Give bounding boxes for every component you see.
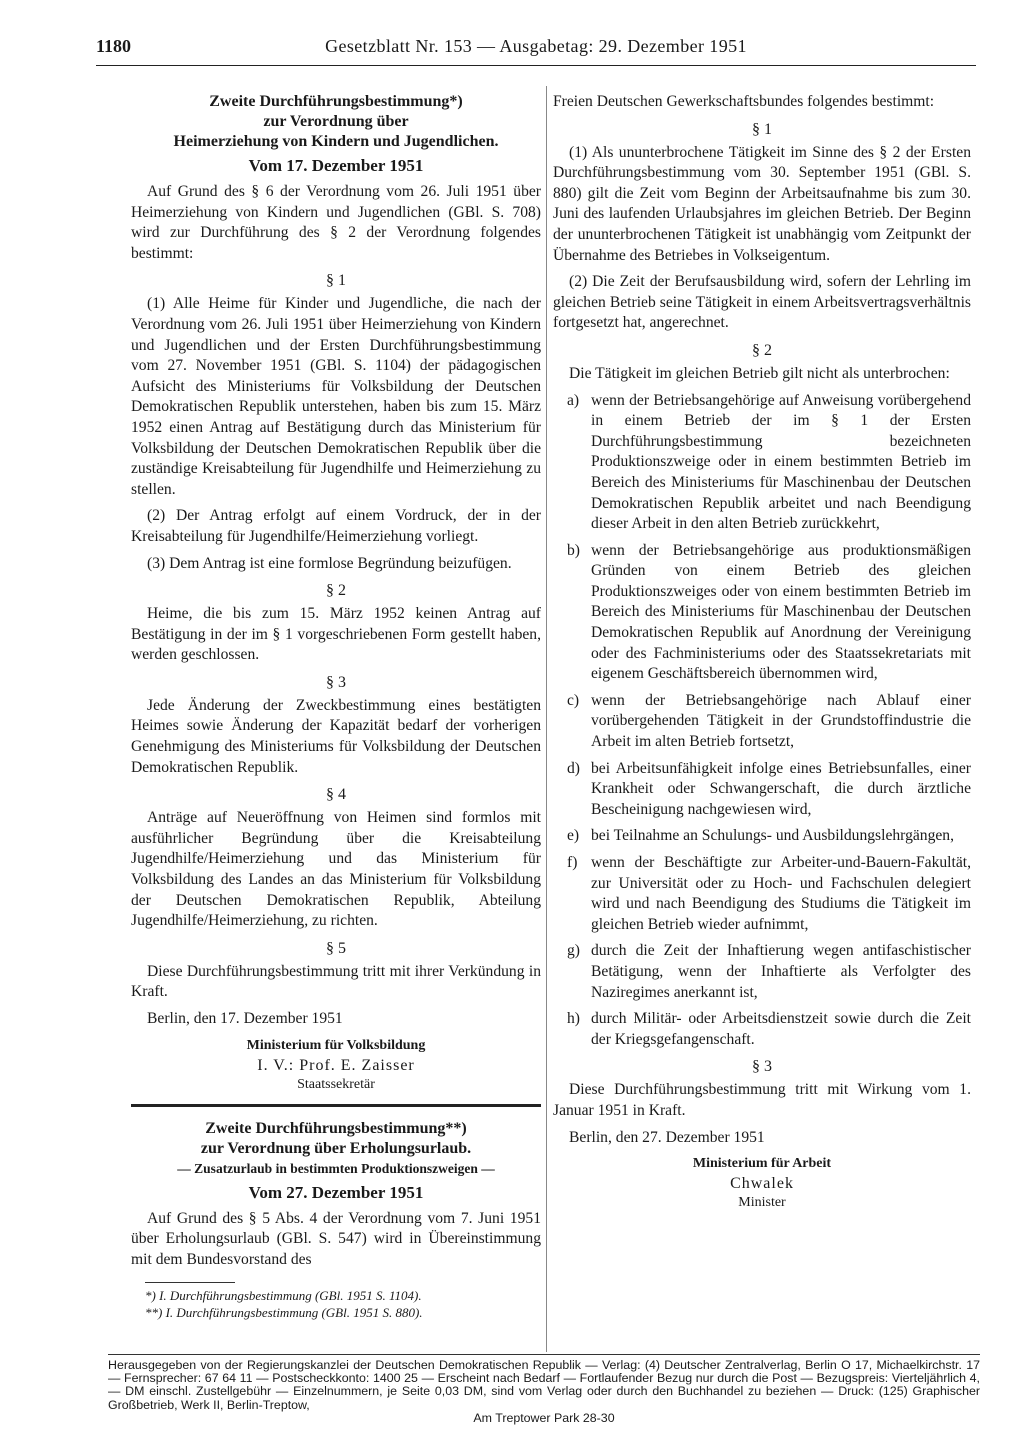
list-text: wenn der Betriebsangehörige auf Anweisung vorübergehend in einem Betrieb der im § 1 der Ersten Durchführungsbestimmung bezeichneten Produktionszweige oder in einem bestimmten Betrieb im Bereich des Ministeriums für Maschinenbau der Deutschen Demokratischen Republik arbeitet und nach Beendigung dieser Arbeit in den alten Betrieb zurückkehrt, <box>591 391 971 533</box>
list-label: h) <box>567 1010 580 1028</box>
doc2-section-heading: § 1 <box>752 120 772 138</box>
list-label: d) <box>567 759 580 777</box>
list-text: wenn der Betriebsangehörige nach Ablauf einer vorübergehenden Tätigkeit in der Grundstoffindustrie die Arbeit im alten Betrieb fortsetzt, <box>591 691 971 751</box>
doc1-signature-org: Ministerium für Volksbildung <box>246 1037 426 1053</box>
list-item <box>553 691 971 753</box>
doc1-s1-p1: (1) Alle Heime für Kinder und Jugendliche, die nach der Verordnung vom 26. Juli 1951 über Heimerziehung von Kindern und Jugendlichen und der Ersten Durchführungsbestimmung vom 27. November 1951 (GBl. S. 1104) der pädagogischen Aufsicht des Ministeriums für Volksbildung der Deutschen Demokratischen Republik unterstehen, haben bis zum 15. März 1952 einen Antrag auf Bestätigung durch das Ministerium für Volksbildung der Deutschen Demokratischen Republik über die zuständige Kreisabteilung für Jugendhilfe und Heimerziehung zu stellen. <box>131 295 541 498</box>
list-item <box>553 1009 971 1050</box>
list-text: bei Teilnahme an Schulungs- und Ausbildungslehrgängen, <box>591 827 955 845</box>
list-item <box>553 826 971 847</box>
doc1-section-heading: § 4 <box>326 786 346 804</box>
header-rule <box>96 65 976 66</box>
doc2-signature-org: Ministerium für Arbeit <box>692 1156 832 1172</box>
doc2-section-heading: § 2 <box>752 341 772 359</box>
doc1-signature-role: Staatssekretär <box>297 1076 375 1092</box>
doc1-section-heading: § 3 <box>326 673 346 691</box>
document-separator <box>131 1104 541 1107</box>
footnote: **) I. Durchführungsbestimmung (GBl. 1951 S. 880). <box>145 1305 423 1321</box>
doc2-place-date: Berlin, den 27. Dezember 1951 <box>569 1128 765 1146</box>
doc1-s1-p2: (2) Der Antrag erfolgt auf einem Vordruck, der in der Kreisabteilung für Jugendhilfe/Heimerziehung vorliegt. <box>131 507 541 545</box>
footnote-rule <box>145 1282 235 1283</box>
doc2-subtitle: — Zusatzurlaub in bestimmten Produktionszweigen — <box>177 1160 495 1176</box>
list-label: a) <box>567 391 580 409</box>
doc2-signature-role: Minister <box>738 1195 786 1211</box>
imprint-text: Herausgegeben von der Regierungskanzlei der Deutschen Demokratischen Republik — Verlag: (4) Deutscher Zentralverlag, Berlin O 17, Michaelkirchstr. 17 — Fernsprecher: 67 64 11 — Postscheckkonto: 1400 25 — Erscheint nach Bedarf — Fortlaufender Bezug nur durch die Post — Bezugspreis: Vierteljährlich 4,— DM einschl. Zustellgebühr — Einzelnummern, je Seite 0,03 DM, sind vom Verlag oder durch den Buchhandel zu beziehen — Druck: (125) Graphischer Großbetrieb, Werk II, Berlin-Treptow, <box>108 1358 980 1412</box>
doc2-s1-p1: (1) Als ununterbrochene Tätigkeit im Sinne des § 2 der Ersten Durchführungsbestimmung vom 30. September 1951 (GBl. S. 880) gilt die Zeit vom Beginn der Arbeitsaufnahme bis zum 30. Juni des laufenden Urlaubsjahres im gleichen Betrieb. Der Beginn der ununterbrochenen Tätigkeit ist unabhängig vom Zeitpunkt der Übernahme des Betriebes in Volkseigentum. <box>553 143 971 264</box>
doc1-section-heading: § 2 <box>326 582 346 600</box>
list-item <box>553 391 971 535</box>
list-label: b) <box>567 541 580 559</box>
doc1-title-line: zur Verordnung über <box>263 113 409 130</box>
left-column <box>131 92 541 1321</box>
doc1-place-date: Berlin, den 17. Dezember 1951 <box>147 1010 343 1027</box>
list-label: f) <box>567 854 578 871</box>
list-item <box>553 541 971 685</box>
column-divider <box>546 86 547 1352</box>
doc1-s1-p3: (3) Dem Antrag ist eine formlose Begründung beizufügen. <box>147 554 512 572</box>
doc1-s2-text: Heime, die bis zum 15. März 1952 keinen Antrag auf Bestätigung in der im § 1 vorgeschriebenen Form gestellt haben, werden geschlossen. <box>131 605 541 664</box>
doc1-section-heading: § 1 <box>326 272 346 290</box>
list-label: e) <box>567 827 580 845</box>
list-text: durch die Zeit der Inhaftierung wegen antifaschistischer Betätigung, wenn der Inhaftierte als Verfolgter des Naziregimes anerkannt ist, <box>591 942 971 1001</box>
gazette-title: Gesetzblatt Nr. 153 — Ausgabetag: 29. Dezember 1951 <box>325 36 747 56</box>
doc1-title-line: Zweite Durchführungsbestimmung*) <box>209 93 463 110</box>
doc2-title <box>131 1119 541 1159</box>
list-text: durch Militär- oder Arbeitsdienstzeit sowie durch die Zeit der Kriegsgefangenschaft. <box>591 1010 971 1048</box>
list-text: bei Arbeitsunfähigkeit infolge eines Betriebsunfalles, einer Krankheit oder Schwangerschaft, die durch ärztliche Bescheinigung nachgewiesen wird, <box>591 759 971 818</box>
doc2-section-heading: § 3 <box>752 1058 772 1076</box>
doc2-signature-name: Chwalek <box>730 1175 794 1193</box>
list-item <box>553 853 971 935</box>
list-item <box>553 941 971 1003</box>
doc2-title-line: Zweite Durchführungsbestimmung**) <box>205 1119 467 1137</box>
doc1-s5-text: Diese Durchführungsbestimmung tritt mit ihrer Verkündung in Kraft. <box>131 962 541 1001</box>
imprint-last-line: Am Treptower Park 28-30 <box>473 1410 615 1425</box>
doc2-intro-right: Freien Deutschen Gewerkschaftsbundes folgendes bestimmt: <box>553 93 935 110</box>
doc2-title-line: zur Verordnung über Erholungsurlaub. <box>200 1139 472 1157</box>
doc1-title-line: Heimerziehung von Kindern und Jugendlichen. <box>173 133 499 150</box>
doc1-s3-text: Jede Änderung der Zweckbestimmung eines bestätigten Heimes sowie Änderung der Kapazität bedarf der vorherigen Genehmigung des Ministeriums für Volksbildung der Deutschen Demokratischen Republik. <box>131 696 541 776</box>
list-item <box>553 759 971 821</box>
doc2-date: Vom 27. Dezember 1951 <box>248 1182 424 1202</box>
footnote: *) I. Durchführungsbestimmung (GBl. 1951 S. 1104). <box>145 1288 422 1304</box>
doc1-title <box>131 92 541 152</box>
list-label: g) <box>567 942 580 960</box>
doc1-signature-name: I. V.: Prof. E. Zaisser <box>257 1056 415 1074</box>
list-text: wenn der Betriebsangehörige aus produktionsmäßigen Gründen von einem Betrieb des gleichen Produktionszweiges oder von einem bestimmten Betrieb im Bereich des Ministeriums für Maschinenbau der Deutschen Demokratischen Republik auf Anordnung der Vereinigung oder des Fachministeriums oder des Staatssekretariats mit eigenem Geschäftsbereich übernommen wird, <box>591 541 971 683</box>
page-number: 1180 <box>96 36 132 56</box>
doc2-intro-left: Auf Grund des § 5 Abs. 4 der Verordnung vom 7. Juni 1951 über Erholungsurlaub (GBl. S. 547) wird in Übereinstimmung mit dem Bundesvorstand des <box>131 1209 541 1268</box>
page-header <box>96 30 976 66</box>
doc1-s4-text: Anträge auf Neueröffnung von Heimen sind formlos mit ausführlicher Begründung über die Kreisabteilung Jugendhilfe/Heimerziehung und das Ministerium für Volksbildung des Landes an das Ministerium für Volksbildung der Deutschen Demokratischen Republik, Abteilung Jugendhilfe/Heimerziehung, zu richten. <box>131 809 541 930</box>
right-column <box>553 92 971 1212</box>
list-text: wenn der Beschäftigte zur Arbeiter-und-Bauern-Fakultät, zur Universität oder zu Hoch- und Fachschulen delegiert wird und nach Beendigung des Studiums die Tätigkeit im gleichen Betrieb wieder aufnimmt, <box>591 854 971 933</box>
doc1-section-heading: § 5 <box>326 939 346 957</box>
imprint <box>108 1354 980 1425</box>
doc2-s2-intro: Die Tätigkeit im gleichen Betrieb gilt nicht als unterbrochen: <box>569 364 950 382</box>
doc2-s3-text: Diese Durchführungsbestimmung tritt mit Wirkung vom 1. Januar 1951 in Kraft. <box>553 1081 971 1119</box>
doc2-s1-p2: (2) Die Zeit der Berufsausbildung wird, sofern der Lehrling im gleichen Betrieb seine Tätigkeit in einem Arbeitsvertragsverhältnis fortgesetzt hat, angerechnet. <box>553 273 971 332</box>
doc1-intro: Auf Grund des § 6 der Verordnung vom 26. Juli 1951 über Heimerziehung von Kindern und Jugendlichen (GBl. S. 708) wird zur Durchführung des § 2 der Verordnung folgendes bestimmt: <box>131 183 541 262</box>
doc1-date: Vom 17. Dezember 1951 <box>248 156 424 175</box>
list-label: c) <box>567 691 580 709</box>
